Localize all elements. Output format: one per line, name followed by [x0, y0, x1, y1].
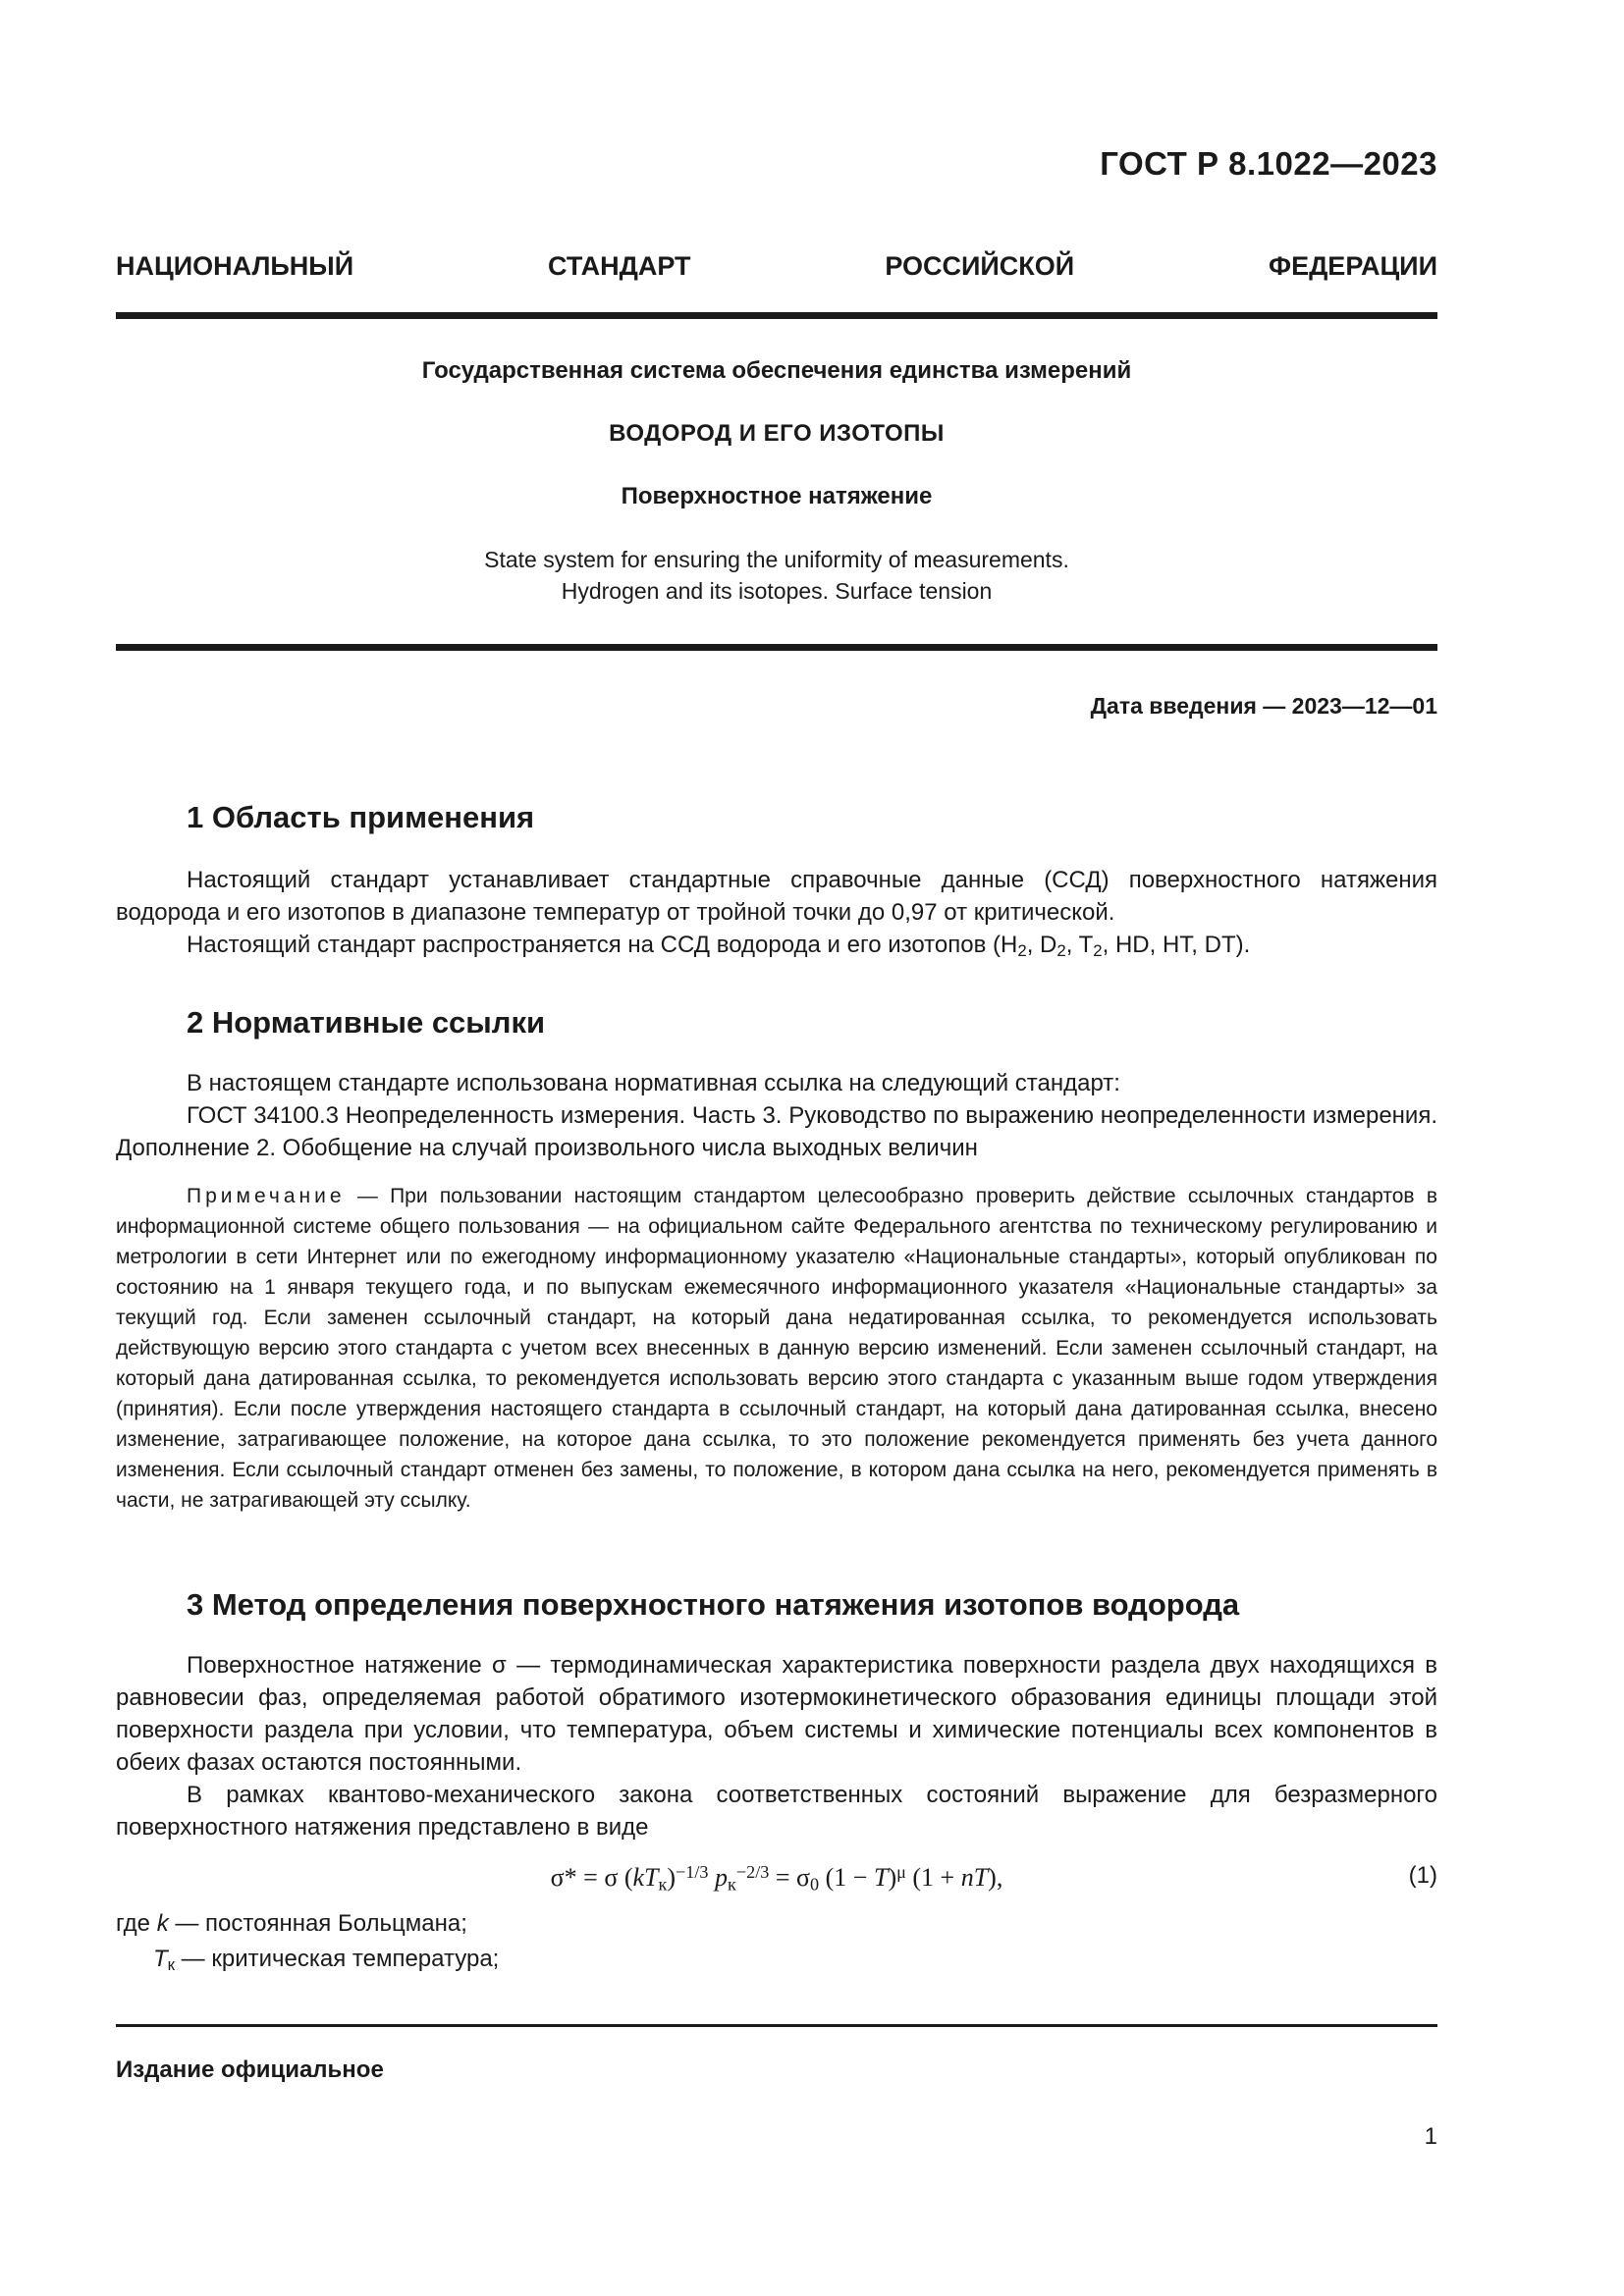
formula-expression: σ* = σ $(kT_к)^{-1/3}$ $p_к^{-2/3} = \sigma_0$ $(1 - T)^\mu$ (1 + nT),: [550, 1862, 1003, 1895]
section-3-body: [116, 1649, 1437, 1843]
page-number: 1: [1424, 2123, 1437, 2150]
legend-k: где k — постоянная Больцмана;: [116, 1910, 467, 1937]
english-title-line1: State system for ensuring the uniformity of measurements.: [484, 547, 1069, 572]
section-3-paragraph-2: В рамках квантово-механического закона соответственных состояний выражение для безразмерного поверхностного натяжения представлено в виде: [116, 1782, 1437, 1841]
document-code: ГОСТ Р 8.1022—2023: [1100, 145, 1437, 182]
header-rule-bottom: [116, 644, 1437, 651]
note-text: — При пользовании настоящим стандартом целесообразно проверить действие ссылочных стандартов в информационной системе общего пользования — на официальном сайте Федерального агентства по техническому регулированию и метрологии в сети Интернет или по ежегодному информационному указателю «Национальные стандарты», который опубликован по состоянию на 1 января текущего года, и по выпускам ежемесячного информационного указателя «Национальные стандарты» за текущий год. Если заменен ссылочный стандарт, на который дана недатированная ссылка, то рекомендуется использовать действующую версию этого стандарта с учетом всех внесенных в данную версию изменений. Если заменен ссылочный стандарт, на который дана датированная ссылка, то рекомендуется использовать версию этого стандарта с указанным выше годом утверждения (принятия). Если после утверждения настоящего стандарта в ссылочный стандарт, на который дана датированная ссылка, внесено изменение, затрагивающее положение, на которое дана ссылка, то это положение рекомендуется применять без учета данного изменения. Если ссылочный стандарт отменен без замены, то положение, в котором дана ссылка на него, рекомендуется применять в части, не затрагивающей эту ссылку.: [116, 1185, 1437, 1512]
english-title: [116, 544, 1437, 607]
section-1-heading: 1 Область применения: [187, 800, 535, 834]
section-3-paragraph-1: Поверхностное натяжение σ — термодинамическая характеристика поверхности раздела двух находящихся в равновесии фаз, определяемая работой обратимого изотермокинетического образования единицы площади этой поверхности раздела при условии, что температура, объем системы и химические потенциалы всех компонентов в обеих фазах остаются постоянными.: [116, 1652, 1437, 1776]
note-label: Примечание: [187, 1185, 346, 1207]
section-2-body: [116, 1067, 1437, 1164]
subject-title: ВОДОРОД И ЕГО ИЗОТОПЫ: [609, 420, 945, 447]
system-title: Государственная система обеспечения единства измерений: [421, 357, 1132, 384]
legend-tk: $T_к$ — критическая температура;: [153, 1946, 500, 1975]
header-rule-top: [116, 312, 1437, 319]
section-2-note: [116, 1181, 1437, 1516]
national-standard-title: НАЦИОНАЛЬНЫЙ СТАНДАРТ РОССИЙСКОЙ ФЕДЕРАЦИИ: [116, 251, 1437, 281]
section-3-heading: 3 Метод определения поверхностного натяжения изотопов водорода: [187, 1587, 1240, 1622]
section-2-heading: 2 Нормативные ссылки: [187, 1005, 546, 1040]
section-1-body: [116, 864, 1437, 967]
introduction-date: Дата введения — 2023—12—01: [1090, 693, 1437, 719]
section-2-paragraph-1: В настоящем стандарте использована нормативная ссылка на следующий стандарт:: [187, 1070, 1120, 1096]
formula-number: (1): [1408, 1862, 1437, 1889]
english-title-line2: Hydrogen and its isotopes. Surface tension: [561, 578, 993, 604]
formula-legend: [116, 1906, 1437, 1983]
section-1-paragraph-1: Настоящий стандарт устанавливает стандартные справочные данные (ССД) поверхностного натяжения водорода и его изотопов в диапазоне температур от тройной точки до 0,97 от критической.: [116, 867, 1437, 926]
official-edition-label: Издание официальное: [116, 2056, 384, 2083]
subject-subtitle: Поверхностное натяжение: [621, 483, 933, 509]
section-1-paragraph-2: Настоящий стандарт распространяется на ССД водорода и его изотопов ($H_2$, $D_2$, $T_2$, HD, HT, DT).: [187, 932, 1251, 961]
section-2-reference: ГОСТ 34100.3 Неопределенность измерения. Часть 3. Руководство по выражению неопределенности измерения. Дополнение 2. Обобщение на случай произвольного числа выходных величин: [116, 1102, 1437, 1161]
footer-rule: [116, 2024, 1437, 2027]
